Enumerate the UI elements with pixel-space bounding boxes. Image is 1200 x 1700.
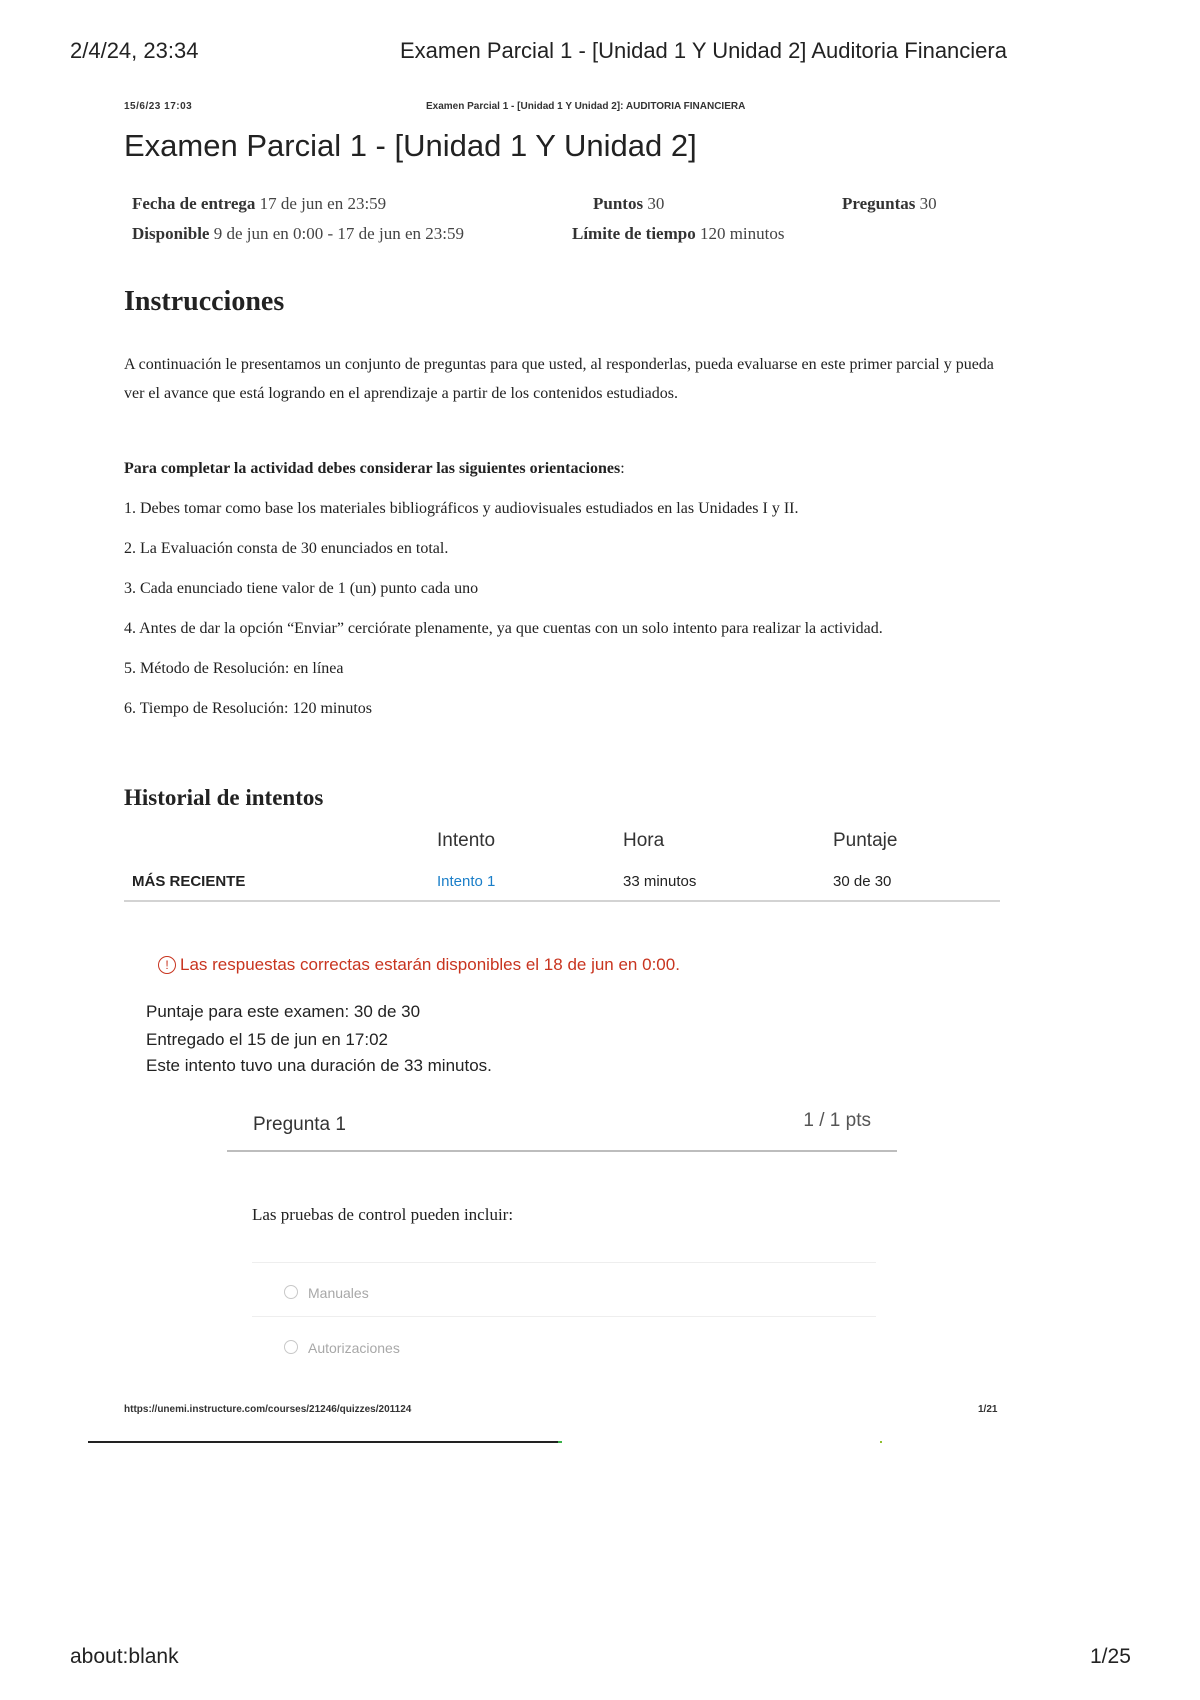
history-col-attempt: Intento: [437, 830, 496, 851]
info-icon: !: [158, 956, 176, 974]
orientation-item: 6. Tiempo de Resolución: 120 minutos: [124, 700, 373, 717]
radio-icon: [284, 1285, 298, 1299]
table-row: [124, 862, 1000, 901]
orientations-lead: [124, 460, 625, 478]
question-header: [227, 1102, 897, 1152]
time-limit-label: Límite de tiempo: [572, 224, 696, 243]
history-title: Historial de intentos: [124, 785, 324, 810]
orientation-item: 2. La Evaluación consta de 30 enunciados en total.: [124, 540, 449, 557]
inner-header-date: 15/6/23 17:03: [124, 101, 193, 112]
history-header-row: [124, 820, 1000, 862]
bottom-rule-accent: [558, 1441, 562, 1443]
answer-label: Autorizaciones: [308, 1340, 400, 1356]
notice-text: Las respuestas correctas estarán disponibles el 18 de jun en 0:00.: [180, 955, 680, 974]
submitted-summary: Entregado el 15 de jun en 17:02: [146, 1030, 388, 1049]
answers-notice: [158, 955, 680, 975]
orientation-item: 3. Cada enunciado tiene valor de 1 (un) punto cada uno: [124, 580, 479, 597]
answer-divider: [252, 1262, 876, 1263]
orientations-colon: :: [620, 460, 625, 477]
available: [132, 224, 464, 244]
questions-value: 30: [919, 194, 937, 213]
question-points: 1 / 1 pts: [803, 1110, 871, 1131]
bottom-rule-dot: [880, 1441, 882, 1443]
time-limit: [572, 224, 785, 244]
inner-footer-page: 1/21: [978, 1404, 998, 1415]
print-header-title: Examen Parcial 1 - [Unidad 1 Y Unidad 2] Auditoria Financiera: [400, 38, 1007, 63]
orientation-item: 5. Método de Resolución: en línea: [124, 660, 344, 677]
history-row-attempt-cell: [436, 862, 622, 901]
print-header-date: 2/4/24, 23:34: [70, 38, 199, 63]
available-value: 9 de jun en 0:00 - 17 de jun en 23:59: [213, 224, 464, 243]
print-footer-page: 1/25: [1090, 1645, 1131, 1668]
duration-summary: Este intento tuvo una duración de 33 minutos.: [146, 1056, 492, 1075]
instructions-title: Instrucciones: [124, 286, 285, 317]
attempt-link[interactable]: Intento 1: [437, 872, 496, 890]
question-text: Las pruebas de control pueden incluir:: [252, 1205, 514, 1224]
due-label: Fecha de entrega: [132, 194, 256, 213]
question-name: Pregunta 1: [253, 1114, 346, 1135]
available-label: Disponible: [132, 224, 210, 243]
bottom-rule: [88, 1441, 560, 1443]
time-limit-value: 120 minutos: [699, 224, 785, 243]
history-col-time: Hora: [623, 830, 665, 851]
inner-header-title: Examen Parcial 1 - [Unidad 1 Y Unidad 2]: AUDITORIA FINANCIERA: [426, 101, 746, 112]
radio-icon: [284, 1340, 298, 1354]
inner-footer-url: https://unemi.instructure.com/courses/21246/quizzes/201124: [124, 1404, 412, 1415]
print-footer-url: about:blank: [70, 1645, 179, 1668]
orientations-lead-text: Para completar la actividad debes considerar las siguientes orientaciones: [124, 460, 621, 477]
score-summary: Puntaje para este examen: 30 de 30: [146, 1002, 421, 1021]
questions-label: Preguntas: [842, 194, 916, 213]
points-value: 30: [647, 194, 665, 213]
history-row-time: 33 minutos: [622, 862, 832, 901]
orientation-item: 4. Antes de dar la opción “Enviar” cerciórate plenamente, ya que cuentas con un solo intento para realizar la actividad.: [124, 620, 883, 637]
history-row-score: 30 de 30: [832, 862, 1000, 901]
questions: [842, 194, 937, 214]
answer-divider: [252, 1316, 876, 1317]
points-label: Puntos: [593, 194, 644, 213]
history-col-score: Puntaje: [833, 830, 898, 851]
points: [593, 194, 664, 214]
instructions-intro: A continuación le presentamos un conjunto de preguntas para que usted, al responderlas, pueda evaluarse en este primer parcial y pueda ver el avance que está logrando en el aprendizaje a partir de los contenidos estudiados.: [124, 356, 994, 402]
due-date: [132, 194, 386, 214]
orientation-item: 1. Debes tomar como base los materiales bibliográficos y audiovisuales estudiados en las Unidades I y II.: [124, 500, 799, 517]
answer-label: Manuales: [308, 1285, 369, 1301]
page-title: Examen Parcial 1 - [Unidad 1 Y Unidad 2]: [124, 128, 697, 163]
history-row-label: MÁS RECIENTE: [124, 862, 436, 901]
history-table: [124, 820, 1000, 902]
answer-option: [284, 1285, 369, 1301]
history-col-empty: [124, 820, 436, 862]
answer-option: [284, 1340, 400, 1356]
due-value: 17 de jun en 23:59: [259, 194, 387, 213]
